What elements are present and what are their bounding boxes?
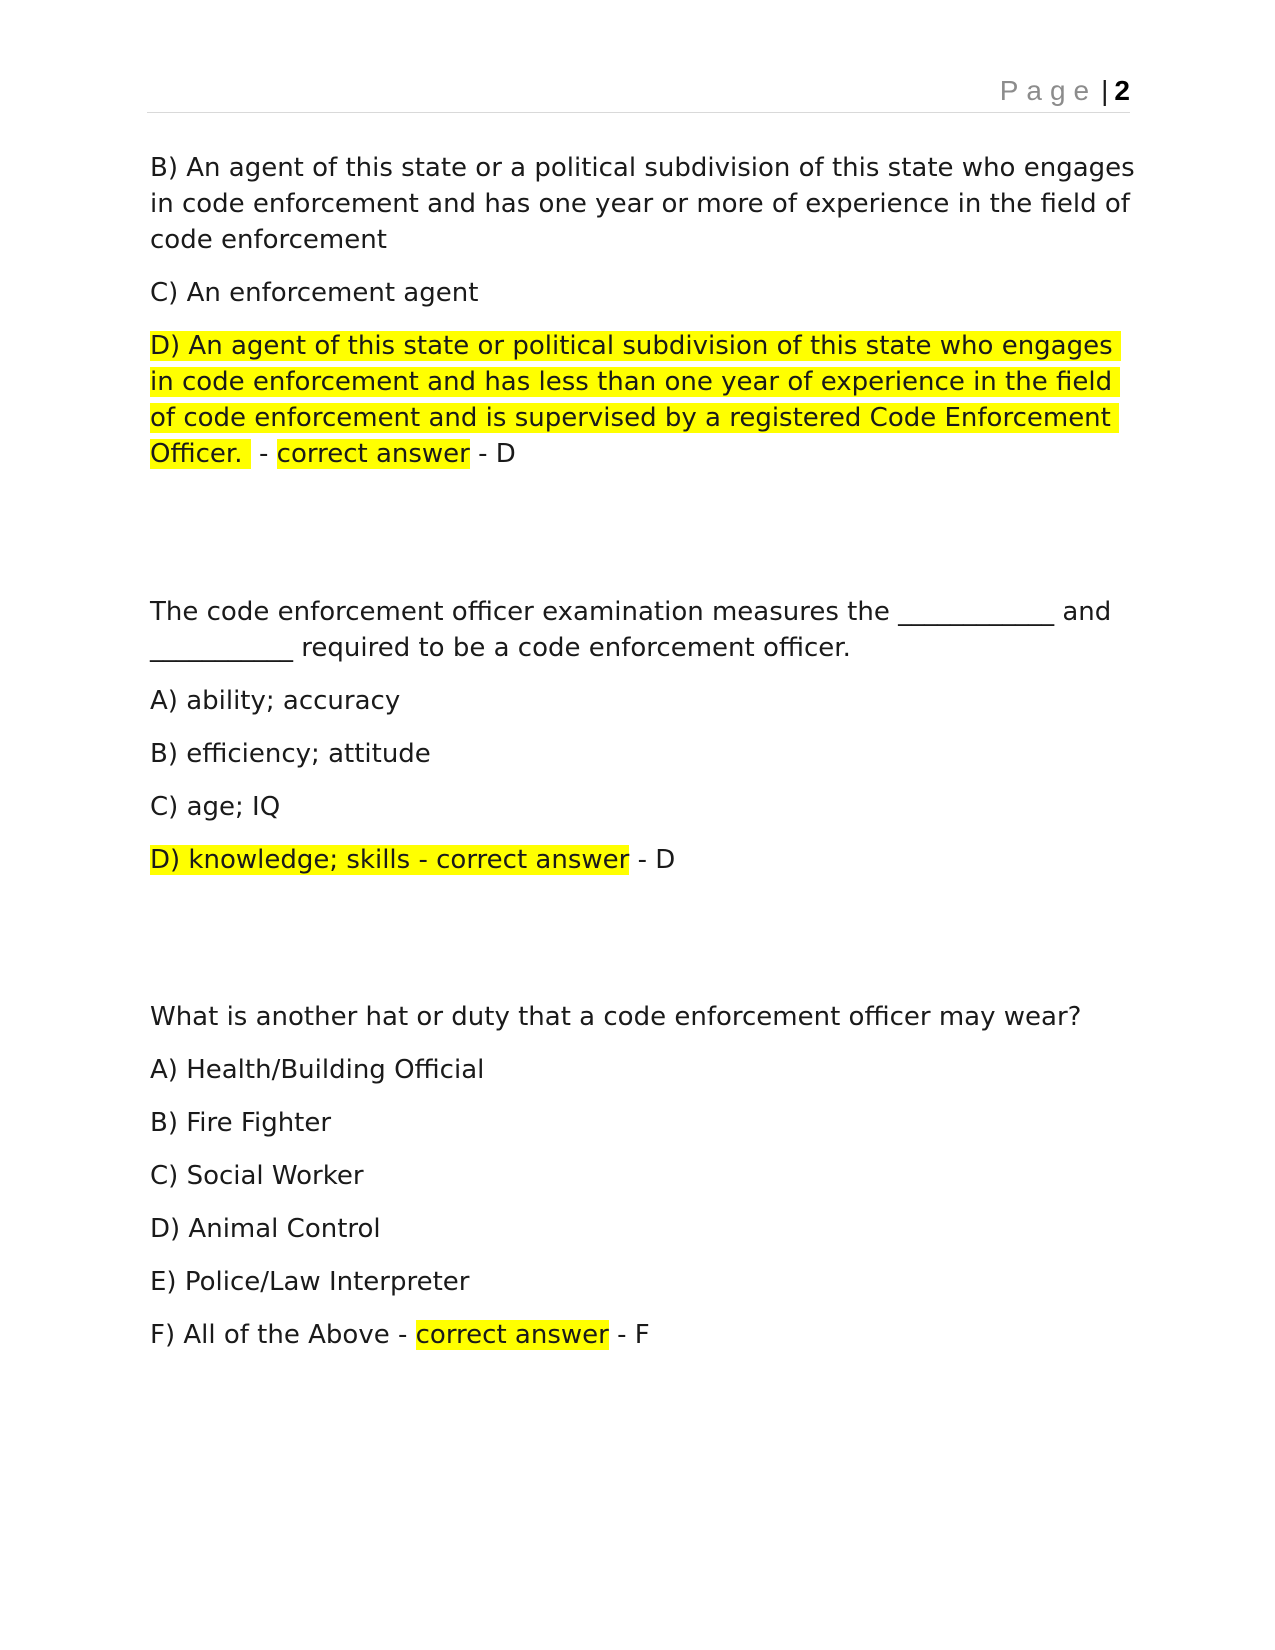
q2-option-c: C) age; IQ	[150, 792, 281, 822]
page-label: Page	[999, 75, 1098, 106]
q1-option-c: C) An enforcement agent	[150, 278, 479, 308]
q3-option-d: D) Animal Control	[150, 1214, 381, 1244]
spacer	[150, 489, 1135, 594]
q1-option-d-text: D) An agent of this state or political subdivision of this state who engages in code enforcement and has less than one year of experience in the field of code enforcement and is supervised by a registered Code Enforcement Officer.	[150, 331, 1121, 469]
q1-correct-label: correct answer	[276, 439, 470, 469]
q3-question: What is another hat or duty that a code enforcement officer may wear?	[150, 1002, 1082, 1032]
q3-option-f-text: F) All of the Above -	[150, 1320, 416, 1350]
q3-option-b: B) Fire Fighter	[150, 1108, 332, 1138]
q2-option-a: A) ability; accuracy	[150, 686, 401, 716]
q2-answer-suffix: - D	[629, 845, 676, 875]
q3-option-a: A) Health/Building Official	[150, 1055, 485, 1085]
spacer	[150, 895, 1135, 999]
q1-dash: -	[250, 439, 277, 469]
document-body	[150, 150, 1143, 1370]
q2-option-d	[150, 842, 1135, 878]
question-3	[150, 999, 1135, 1353]
page-header	[147, 70, 1130, 113]
q2-option-d-text: D) knowledge; skills -	[150, 845, 437, 875]
q3-option-e: E) Police/Law Interpreter	[150, 1267, 470, 1297]
page-separator: |	[1101, 75, 1109, 106]
page-number: 2	[1114, 75, 1130, 106]
q1-option-b: B) An agent of this state or a political subdivision of this state who engages in code enforcement and has one year or more of experience in the field of code enforcement	[150, 153, 1143, 255]
q2-correct-label: correct answer	[436, 845, 630, 875]
q1-option-d	[150, 328, 1135, 472]
question-2	[150, 594, 1135, 878]
question-1-continued	[150, 150, 1143, 472]
q3-answer-suffix: - F	[608, 1320, 650, 1350]
q3-correct-label: correct answer	[415, 1320, 609, 1350]
q2-option-b: B) efficiency; attitude	[150, 739, 431, 769]
q3-option-c: C) Social Worker	[150, 1161, 364, 1191]
q2-question: The code enforcement officer examination measures the ____________ and ___________ required to be a code enforcement officer.	[150, 597, 1120, 663]
q3-option-f	[150, 1317, 1135, 1353]
q1-answer-suffix: - D	[469, 439, 516, 469]
